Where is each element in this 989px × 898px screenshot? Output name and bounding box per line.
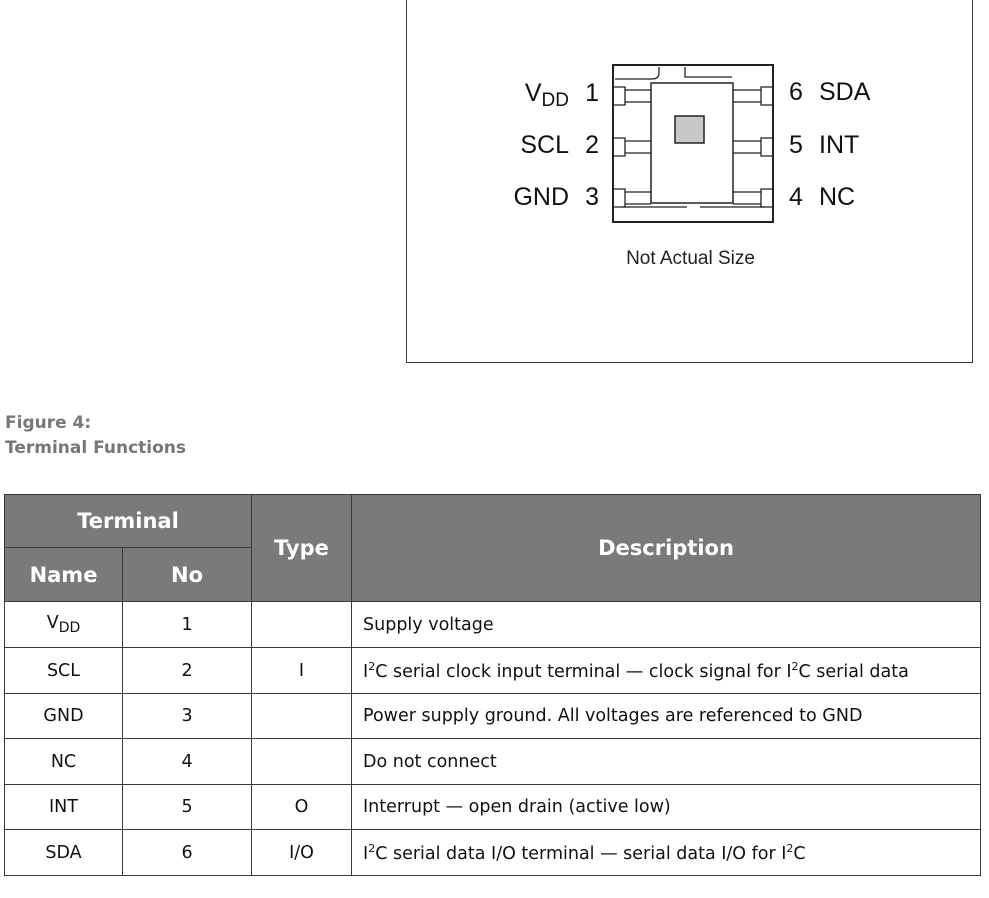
cell-type: I <box>252 648 352 694</box>
terminal-name: V <box>46 613 59 633</box>
table-row <box>5 648 981 694</box>
table-row <box>5 830 981 876</box>
cell-name: SCL <box>5 648 123 694</box>
pin-name: NC <box>819 183 856 211</box>
header-type: Type <box>252 495 352 602</box>
cell-no: 1 <box>123 602 252 648</box>
cell-type: O <box>252 785 352 830</box>
pin-number: 5 <box>789 131 803 159</box>
cell-description: Do not connect <box>352 739 981 785</box>
cell-no: 6 <box>123 830 252 876</box>
figure-caption <box>5 411 186 461</box>
package-outline-drawing <box>407 0 974 364</box>
cell-no: 3 <box>123 694 252 739</box>
pin-name: V <box>524 79 542 107</box>
pin-name: INT <box>819 131 860 159</box>
table-row <box>5 739 981 785</box>
pin-label-5 <box>789 131 859 160</box>
pin-label-6 <box>789 78 870 107</box>
cell-name: INT <box>5 785 123 830</box>
cell-type <box>252 602 352 648</box>
pin-label-1 <box>459 79 599 112</box>
cell-description: Interrupt — open drain (active low) <box>352 785 981 830</box>
header-no: No <box>123 548 252 602</box>
pin-label-2 <box>459 131 599 160</box>
cell-name <box>5 602 123 648</box>
pin-number: 4 <box>789 183 803 211</box>
cell-name: NC <box>5 739 123 785</box>
cell-name: SDA <box>5 830 123 876</box>
pin-name: SDA <box>819 78 871 106</box>
figure-title: Terminal Functions <box>5 438 187 458</box>
pin-name: SCL <box>520 131 569 159</box>
header-terminal: Terminal <box>5 495 252 548</box>
terminal-functions-table <box>4 494 981 876</box>
pin-number: 1 <box>585 79 599 107</box>
pin-name: GND <box>513 183 569 211</box>
pin-label-3 <box>459 183 599 212</box>
table-row <box>5 785 981 830</box>
cell-description: $I^2C$ serial data I/O terminal — serial data I/O for $I^2C$ <box>352 830 981 876</box>
cell-type <box>252 739 352 785</box>
table-row <box>5 602 981 648</box>
figure-label: Figure 4: <box>5 413 92 433</box>
pin-name-subscript: DD <box>541 90 569 111</box>
header-description: Description <box>352 495 981 602</box>
cell-type <box>252 694 352 739</box>
cell-no: 4 <box>123 739 252 785</box>
pin-number: 6 <box>789 78 803 106</box>
not-actual-size-note: Not Actual Size <box>626 248 755 269</box>
cell-description: $I^2C$ serial clock input terminal — clock signal for $I^2C$ serial data <box>352 648 981 694</box>
cell-type: I/O <box>252 830 352 876</box>
cell-no: 5 <box>123 785 252 830</box>
header-name: Name <box>5 548 123 602</box>
pin-label-4 <box>789 183 855 212</box>
package-diagram <box>406 0 973 363</box>
cell-description: Power supply ground. All voltages are referenced to GND <box>352 694 981 739</box>
cell-name: GND <box>5 694 123 739</box>
pin-number: 2 <box>585 131 599 159</box>
terminal-name-subscript: DD <box>58 620 81 636</box>
pin-number: 3 <box>585 183 599 211</box>
cell-description: Supply voltage <box>352 602 981 648</box>
cell-no: 2 <box>123 648 252 694</box>
table-row <box>5 694 981 739</box>
